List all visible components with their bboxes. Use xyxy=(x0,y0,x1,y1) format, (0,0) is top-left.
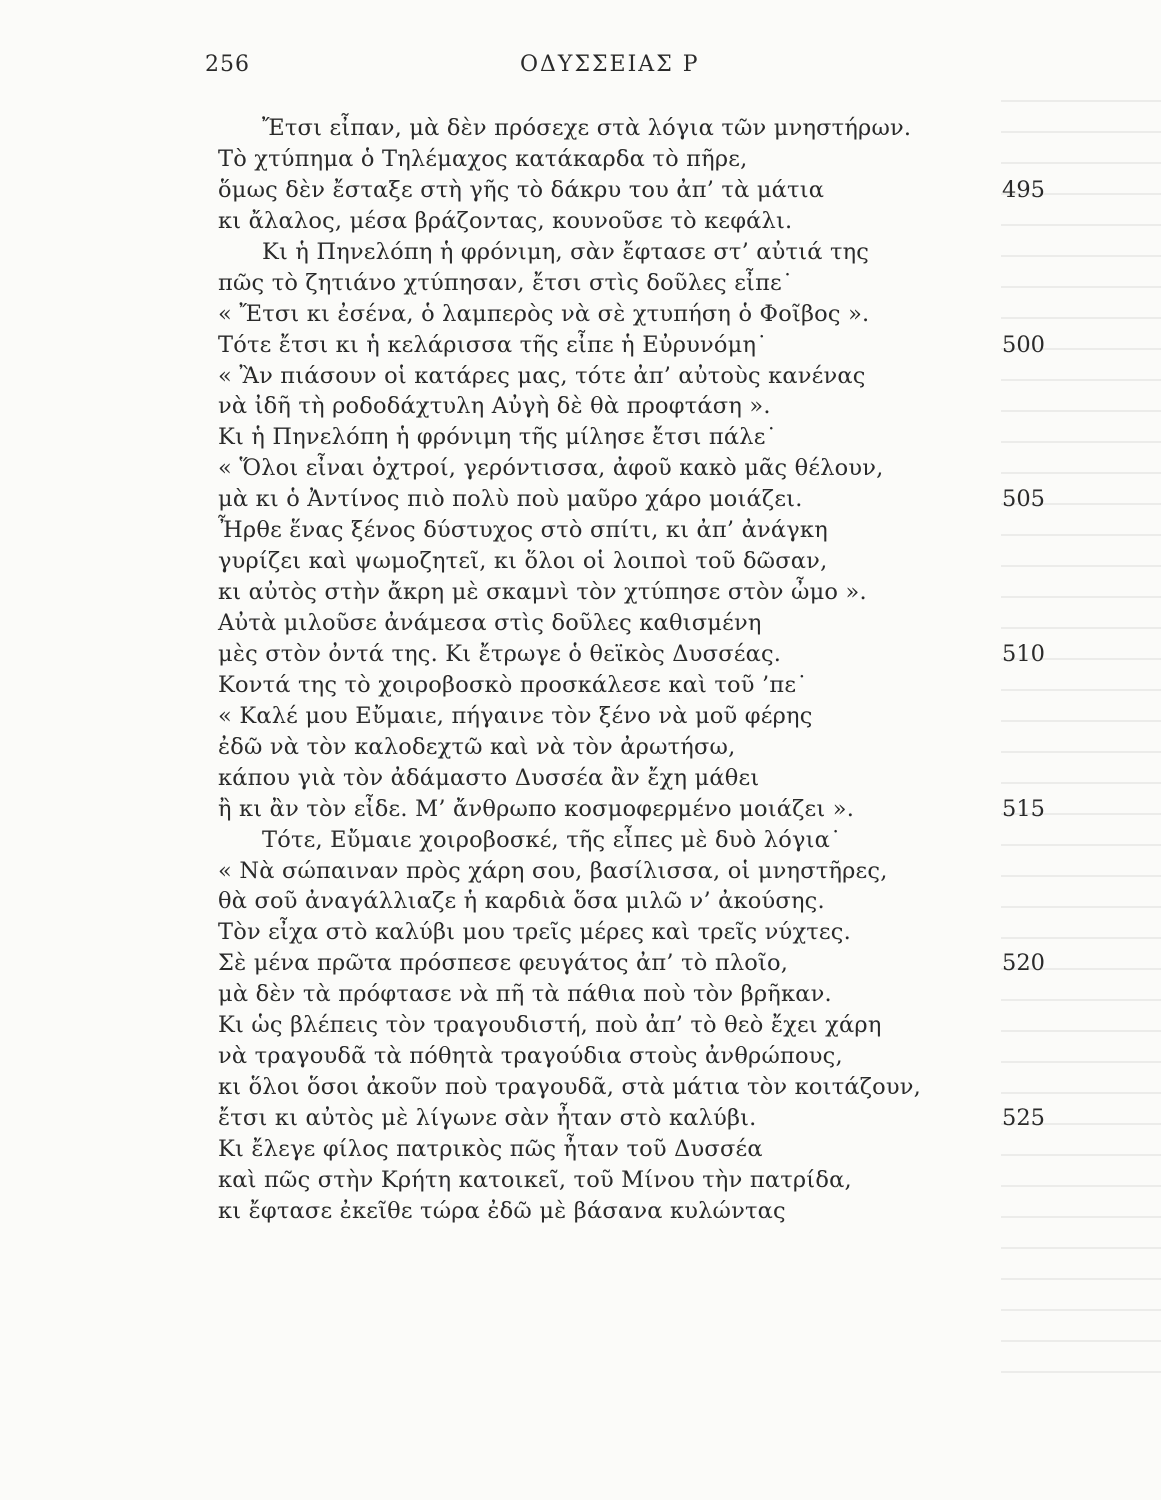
verse-line xyxy=(0,484,1161,515)
verse-line xyxy=(0,1134,1161,1165)
line-number: 525 xyxy=(1002,1105,1045,1131)
verse-text: « Ὅλοι εἶναι ὀχτροί, γερόντισσα, ἀφοῦ κακὸ μᾶς θέλουν, xyxy=(218,455,884,482)
verse-text: Κι ἡ Πηνελόπη ἡ φρόνιμη, σὰν ἔφτασε στ’ αὐτιά της xyxy=(262,238,870,265)
verse-text: μὰ κι ὁ Ἀντίνος πιὸ πολὺ ποὺ μαῦρο χάρο μοιάζει. xyxy=(218,486,803,513)
verse-text: κι αὐτὸς στὴν ἄκρη μὲ σκαμνὶ τὸν χτύπησε στὸν ὦμο ». xyxy=(218,579,867,606)
verse-text: « Ἂν πιάσουν οἱ κατάρες μας, τότε ἀπ’ αὐτοὺς κανένας xyxy=(218,362,866,389)
verse-line xyxy=(0,948,1161,979)
verse-text: Σὲ μένα πρῶτα πρόσπεσε φευγάτος ἀπ’ τὸ πλοῖο, xyxy=(218,950,789,977)
verse-line xyxy=(0,886,1161,917)
page-header xyxy=(0,52,1161,92)
line-number: 500 xyxy=(1002,331,1045,358)
verse-line xyxy=(0,299,1161,330)
verse-text: Τὸ χτύπημα ὁ Τηλέμαχος κατάκαρδα τὸ πῆρε, xyxy=(218,145,748,172)
verse-line xyxy=(0,1041,1161,1072)
verse-text: καὶ πῶς στὴν Κρήτη κατοικεῖ, τοῦ Μίνου τὴν πατρίδα, xyxy=(218,1166,852,1193)
verse-text: ἐδῶ νὰ τὸν καλοδεχτῶ καὶ νὰ τὸν ἀρωτήσω, xyxy=(218,733,736,760)
verse-line xyxy=(0,577,1161,608)
verse-line xyxy=(0,701,1161,732)
verse-line xyxy=(0,1072,1161,1103)
poem-text xyxy=(0,113,1161,1227)
verse-text: ὅμως δὲν ἔσταξε στὴ γῆς τὸ δάκρυ του ἀπ’ τὰ μάτια xyxy=(218,176,825,203)
verse-text: κάπου γιὰ τὸν ἀδάμαστο Δυσσέα ἂν ἔχη μάθει xyxy=(218,764,760,791)
verse-text: μὰ δὲν τὰ πρόφτασε νὰ πῆ τὰ πάθια ποὺ τὸν βρῆκαν. xyxy=(218,981,832,1008)
verse-line xyxy=(0,330,1161,361)
verse-line xyxy=(0,1103,1161,1134)
verse-text: Αὐτὰ μιλοῦσε ἀνάμεσα στὶς δοῦλες καθισμένη xyxy=(218,610,762,636)
verse-line xyxy=(0,113,1161,144)
verse-text: κι ἔφτασε ἐκεῖθε τώρα ἐδῶ μὲ βάσανα κυλώντας xyxy=(218,1197,786,1224)
verse-text: Κοντά της τὸ χοιροβοσκὸ προσκάλεσε καὶ τοῦ ’πε˙ xyxy=(218,671,808,698)
verse-text: « Ἔτσι κι ἐσένα, ὁ λαμπερὸς νὰ σὲ χτυπήση ὁ Φοῖβος ». xyxy=(218,300,870,327)
verse-text: Ἦρθε ἕνας ξένος δύστυχος στὸ σπίτι, κι ἀπ’ ἀνάγκη xyxy=(218,517,828,544)
verse-line xyxy=(0,144,1161,175)
verse-line xyxy=(0,1010,1161,1041)
verse-line xyxy=(0,175,1161,206)
verse-line xyxy=(0,453,1161,484)
page-number: 256 xyxy=(205,52,250,77)
verse-text: Τότε, Εὔμαιε χοιροβοσκέ, τῆς εἶπες μὲ δυὸ λόγια˙ xyxy=(262,826,842,853)
verse-line xyxy=(0,670,1161,701)
verse-text: θὰ σοῦ ἀναγάλλιαζε ἡ καρδιὰ ὅσα μιλῶ ν’ ἀκούσης. xyxy=(218,888,825,915)
verse-text: « Καλέ μου Εὔμαιε, πήγαινε τὸν ξένο νὰ μοῦ φέρης xyxy=(218,702,813,729)
verse-line xyxy=(0,825,1161,856)
verse-text: Τὸν εἶχα στὸ καλύβι μου τρεῖς μέρες καὶ τρεῖς νύχτες. xyxy=(218,919,851,946)
verse-line xyxy=(0,1196,1161,1227)
verse-text: ἔτσι κι αὐτὸς μὲ λίγωνε σὰν ἦταν στὸ καλύβι. xyxy=(218,1105,757,1131)
verse-line xyxy=(0,268,1161,299)
verse-line xyxy=(0,639,1161,670)
line-number: 515 xyxy=(1002,795,1045,822)
verse-text: Τότε ἔτσι κι ἡ κελάρισσα τῆς εἶπε ἡ Εὐρυνόμη˙ xyxy=(218,331,768,358)
line-number: 505 xyxy=(1002,486,1045,513)
verse-line xyxy=(0,608,1161,639)
verse-line xyxy=(0,515,1161,546)
verse-line xyxy=(0,206,1161,237)
verse-text: πῶς τὸ ζητιάνο χτύπησαν, ἔτσι στὶς δοῦλες εἶπε˙ xyxy=(218,269,794,296)
line-number: 520 xyxy=(1002,950,1045,977)
verse-line xyxy=(0,856,1161,887)
verse-text: Κι ἡ Πηνελόπη ἡ φρόνιμη τῆς μίλησε ἔτσι πάλε˙ xyxy=(218,424,778,451)
verse-line xyxy=(0,422,1161,453)
verse-line xyxy=(0,1165,1161,1196)
verse-text: κι ὅλοι ὅσοι ἀκοῦν ποὺ τραγουδᾶ, στὰ μάτια τὸν κοιτάζουν, xyxy=(218,1074,921,1101)
verse-text: ἢ κι ἂν τὸν εἶδε. Μ’ ἄνθρωπο κοσμοφερμένο μοιάζει ». xyxy=(218,795,855,822)
verse-line xyxy=(0,391,1161,422)
verse-text: Κι ἔλεγε φίλος πατρικὸς πῶς ἦταν τοῦ Δυσσέα xyxy=(218,1135,763,1162)
verse-text: γυρίζει καὶ ψωμοζητεῖ, κι ὅλοι οἱ λοιποὶ τοῦ δῶσαν, xyxy=(218,548,828,575)
verse-line xyxy=(0,732,1161,763)
verse-text: νὰ τραγουδᾶ τὰ πόθητὰ τραγούδια στοὺς ἀνθρώπους, xyxy=(218,1043,843,1070)
running-head: ΟΔΥΣΣΕΙΑΣ Ρ xyxy=(520,52,700,77)
verse-line xyxy=(0,979,1161,1010)
verse-text: κι ἄλαλος, μέσα βράζοντας, κουνοῦσε τὸ κεφάλι. xyxy=(218,207,793,234)
verse-text: Κι ὡς βλέπεις τὸν τραγουδιστή, ποὺ ἀπ’ τὸ θεὸ ἔχει χάρη xyxy=(218,1012,882,1039)
verse-text: μὲς στὸν ὀντά της. Κι ἔτρωγε ὁ θεϊκὸς Δυσσέας. xyxy=(218,640,782,667)
verse-text: Ἔτσι εἶπαν, μὰ δὲν πρόσεχε στὰ λόγια τῶν μνηστήρων. xyxy=(262,115,912,141)
verse-text: νὰ ἰδῆ τὴ ροδοδάχτυλη Αὐγὴ δὲ θὰ προφτάση ». xyxy=(218,393,771,420)
verse-line xyxy=(0,546,1161,577)
line-number: 510 xyxy=(1002,640,1045,667)
verse-line xyxy=(0,763,1161,794)
verse-line xyxy=(0,361,1161,392)
verse-line xyxy=(0,794,1161,825)
verse-text: « Νὰ σώπαιναν πρὸς χάρη σου, βασίλισσα, οἱ μνηστῆρες, xyxy=(218,857,888,884)
verse-line xyxy=(0,917,1161,948)
verse-line xyxy=(0,237,1161,268)
line-number: 495 xyxy=(1002,176,1045,203)
